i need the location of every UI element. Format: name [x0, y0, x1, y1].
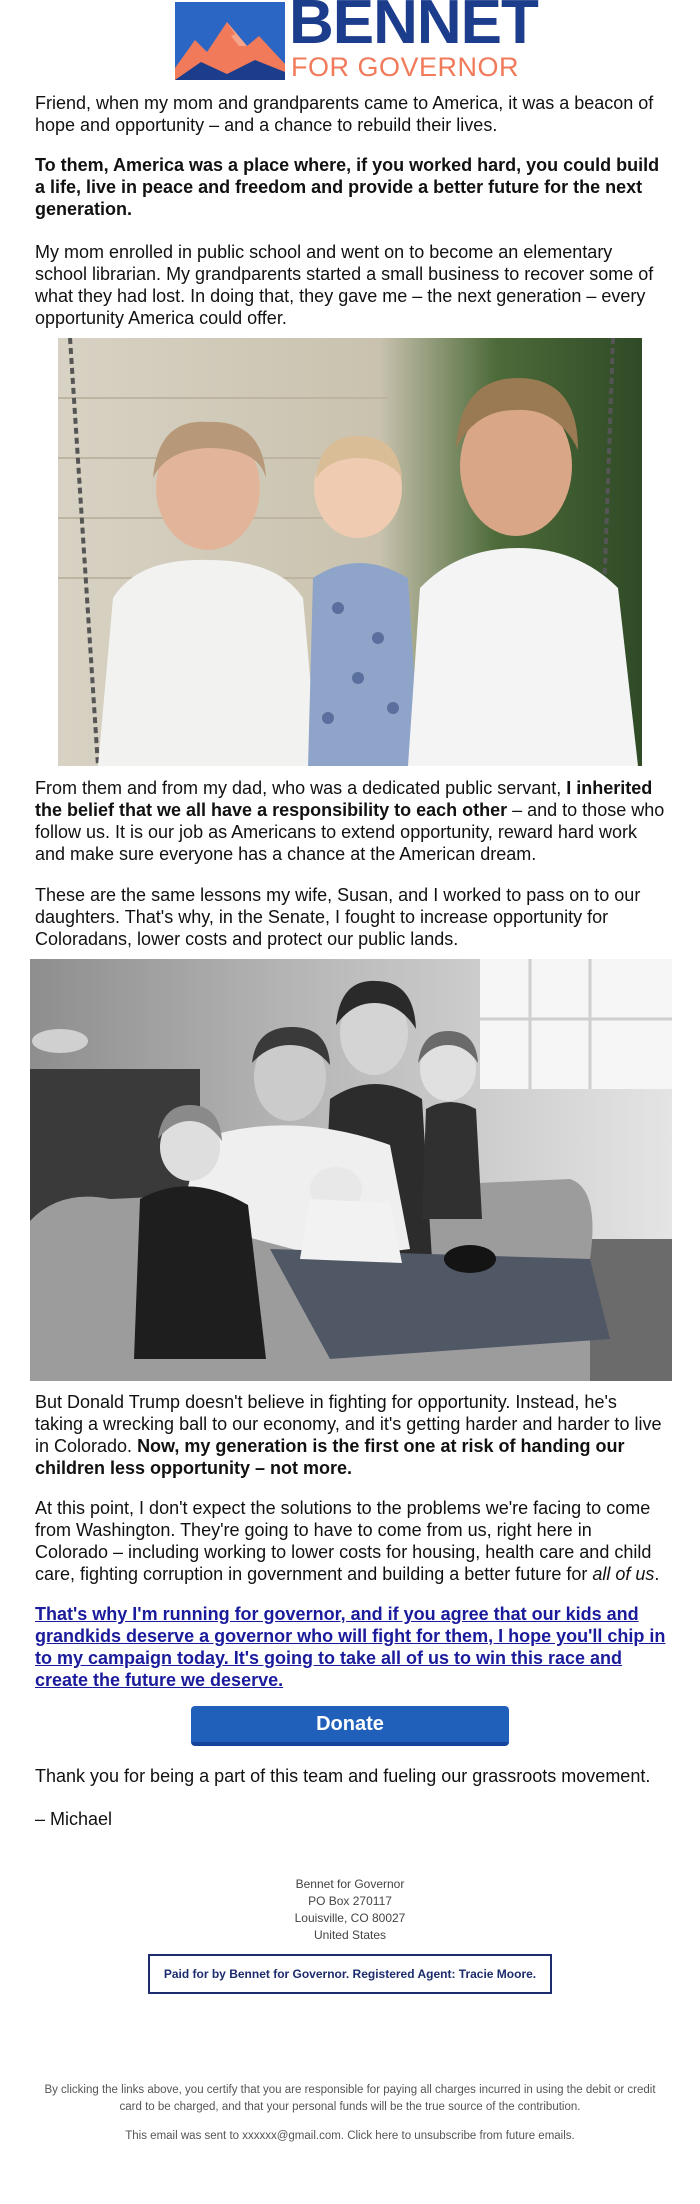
paragraph-america-promise: To them, America was a place where, if you worked hard, you could build a life, live in peace and freedom and provide a better future for the next generation.	[35, 155, 660, 219]
paragraph-trump-bold: Now, my generation is the first one at risk of handing our children less opportunity – not more.	[35, 1436, 625, 1478]
address-city: Louisville, CO 80027	[294, 1911, 406, 1925]
paragraph-thanks: Thank you for being a part of this team and fueling our grassroots movement.	[35, 1766, 651, 1786]
mailing-address	[200, 1876, 500, 1944]
unsubscribe-notice[interactable]: This email was sent to xxxxxx@gmail.com. Click here to unsubscribe from future emails.	[125, 2130, 575, 2142]
paragraph-dad-text-2: – and to those who follow us. It is our job as Americans to extend opportunity, reward hard work and make sure everyone has a chance at the American dream.	[35, 800, 665, 864]
mountain-logo-icon	[175, 2, 285, 80]
paragraph-senate: These are the same lessons my wife, Susan, and I worked to pass on to our daughters. That's why, in the Senate, I fought to increase opportunity for Coloradans, lower costs and protect our public lands.	[35, 885, 641, 949]
payment-disclaimer: By clicking the links above, you certify that you are responsible for paying all charges incurred in using the debit or credit card to be charged, and that your personal funds will be the true source of the contribution.	[44, 2084, 656, 2113]
paragraph-dad-bold: I inherited the belief that we all have a responsibility to each other	[35, 778, 653, 820]
paragraph-dad-text-1: From them and from my dad, who was a dedicated public servant,	[35, 778, 567, 798]
paragraph-trump	[35, 1391, 667, 1479]
family-photo-bw	[30, 959, 672, 1381]
paragraph-solutions-italic: all of us	[592, 1564, 655, 1584]
donate-button[interactable]: Donate	[191, 1706, 509, 1746]
paragraph-solutions	[35, 1497, 667, 1585]
paragraph-trump-text: But Donald Trump doesn't believe in fighting for opportunity. Instead, he's taking a wrecking ball to our economy, and it's getting harder and harder to live in Colorado.	[35, 1392, 662, 1456]
paragraph-dad-responsibility	[35, 777, 667, 865]
paragraph-solutions-end: .	[654, 1564, 660, 1584]
family-photo-color	[58, 338, 642, 766]
paragraph-solutions-text: At this point, I don't expect the solutions to the problems we're facing to come from Washington. They're going to have to come from us, right here in Colorado – including working to lower costs for housing, health care and child care, fighting corruption in government and building a better future for	[35, 1498, 652, 1584]
address-po-box: PO Box 270117	[308, 1894, 392, 1908]
paragraph-mom-grandparents: My mom enrolled in public school and went on to become an elementary school librarian. My grandparents started a small business to recover some of what they had lost. In doing that, they gave me – the next generation – every opportunity America could offer.	[35, 242, 654, 328]
campaign-logo[interactable]	[175, 0, 538, 84]
donate-appeal-link[interactable]: That's why I'm running for governor, and if you agree that our kids and grandkids deserve a governor who will fight for them, I hope you'll chip in to my campaign today. It's going to take all of us to win this race and create the future we deserve.	[35, 1604, 666, 1690]
address-country: United States	[313, 1928, 387, 1942]
logo-subtitle: FOR GOVERNOR	[291, 52, 520, 82]
signoff: – Michael	[35, 1809, 113, 1829]
logo-title: BENNET	[289, 0, 538, 57]
paid-for-disclaimer: Paid for by Bennet for Governor. Registered Agent: Tracie Moore.	[148, 1954, 552, 1994]
address-org: Bennet for Governor	[295, 1877, 405, 1891]
paragraph-intro: Friend, when my mom and grandparents came to America, it was a beacon of hope and opportunity – and a chance to rebuild their lives.	[35, 93, 654, 135]
